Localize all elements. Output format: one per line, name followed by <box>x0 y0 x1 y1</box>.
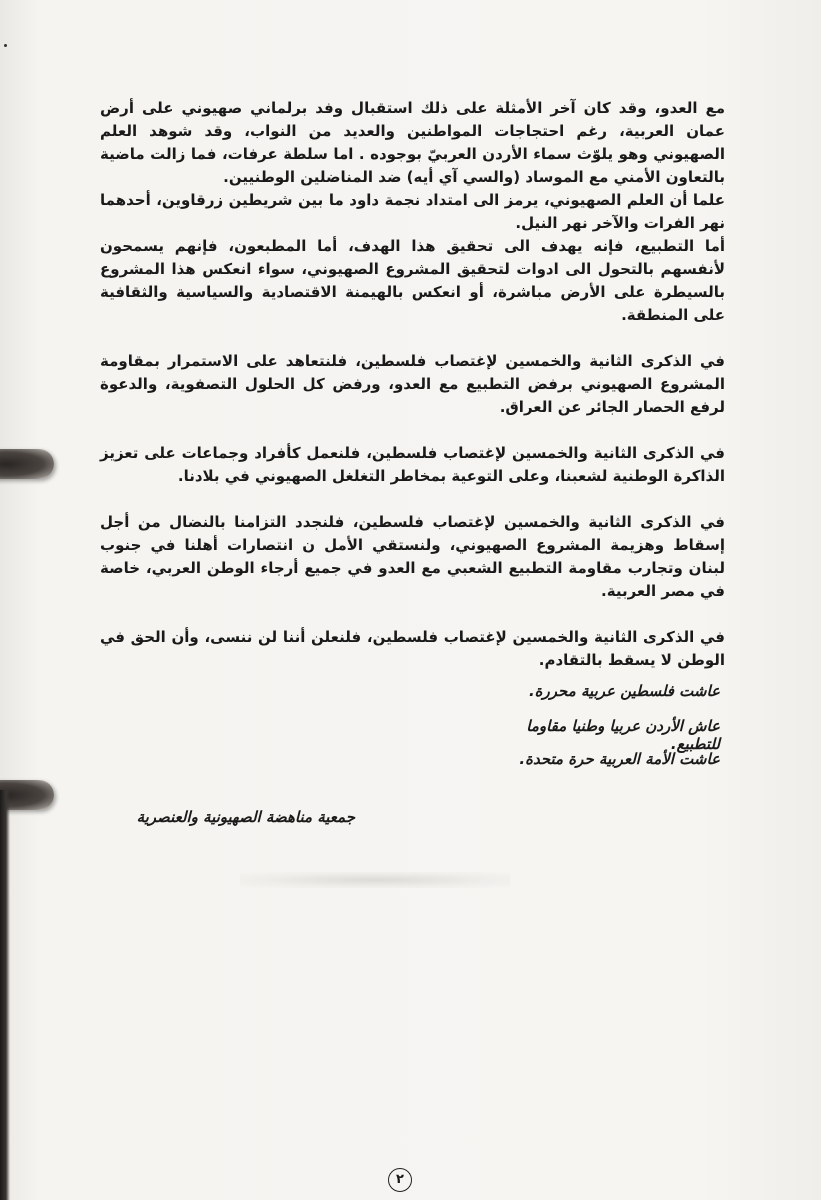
paragraph-flag: علما أن العلم الصهيوني، يرمز الى امتداد نجمة داود ما بين شريطين زرقاوين، أحدهما نهر الفرات والآخر نهر النيل. <box>100 191 725 232</box>
page-number: ٢ <box>388 1168 412 1192</box>
binder-edge <box>0 790 10 1200</box>
closing-line-1: عاشت فلسطين عربية محررة. <box>528 682 720 700</box>
paragraph-anniversary-3: في الذكرى الثانية والخمسين لإغتصاب فلسطين، فلنجدد التزامنا بالنضال من أجل إسقاط وهزيمة المشروع الصهيوني، ولنستقي الأمل ن انتصارات أهلنا في جنوب لبنان وتجارب مقاومة التطبيع الشعبي مع العدو في جميع أرجاء الوطن العربي، خاصة في مصر العربية. <box>100 513 725 600</box>
body-text <box>100 97 725 672</box>
paragraph-intro: مع العدو، وقد كان آخر الأمثلة على ذلك استقبال وفد برلماني صهيوني على أرض عمان العربية، رغم احتجاجات المواطنين والعديد من النواب، وقد شوهد العلم الصهيوني وهو يلوّث سماء الأردن العربيّ بوجوده . اما سلطة عرفات، فما زالت ماضية بالتعاون الأمني مع الموساد (والسي آي أيه) ضد المناضلين الوطنيين. <box>100 99 725 186</box>
paragraph-normalization: أما التطبيع، فإنه يهدف الى تحقيق هذا الهدف، أما المطبعون، فإنهم يسمحون لأنفسهم بالتحول الى ادوات لتحقيق المشروع الصهيوني، سواء انعكس هذا المشروع بالسيطرة على الأرض مباشرة، أو انعكس بالهيمنة الاقتصادية والسياسية والثقافية على المنطقة. <box>100 237 725 324</box>
closing-line-3: عاشت الأمة العربية حرة متحدة. <box>519 750 720 768</box>
corner-speck <box>4 44 7 47</box>
paragraph-anniversary-1: في الذكرى الثانية والخمسين لإغتصاب فلسطين، فلنتعاهد على الاستمرار بمقاومة المشروع الصهيوني برفض التطبيع مع العدو، ورفض كل الحلول التصفوية، والدعوة لرفع الحصار الجائر عن العراق. <box>100 352 725 416</box>
paragraph-anniversary-4: في الذكرى الثانية والخمسين لإغتصاب فلسطين، فلنعلن أننا لن ننسى، وأن الحق في الوطن لا يسقط بالتقادم. <box>100 628 725 669</box>
closing-line-2: عاش الأردن عربيا وطنيا مقاوما للتطبيع. <box>526 717 720 753</box>
signature-organization: جمعية مناهضة الصهيونية والعنصرية <box>136 808 355 826</box>
paragraph-anniversary-2: في الذكرى الثانية والخمسين لإغتصاب فلسطين، فلنعمل كأفراد وجماعات على تعزيز الذاكرة الوطنية لشعبنا، وعلى التوعية بمخاطر التغلغل الصهيوني في بلادنا. <box>100 444 725 485</box>
paper-smudge <box>240 872 510 888</box>
binder-ring-top <box>0 449 54 479</box>
